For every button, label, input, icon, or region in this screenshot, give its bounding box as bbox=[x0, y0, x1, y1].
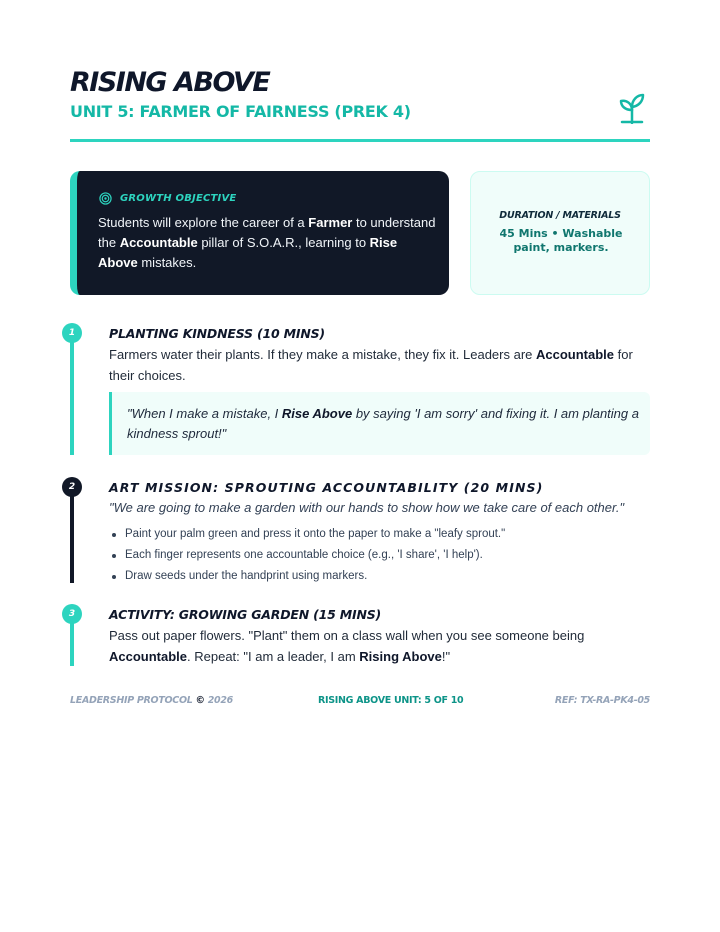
section-body: Pass out paper flowers. "Plant" them on a class wall when you see someone being Accountable. Repeat: "I am a leader, I am Rising Above!" bbox=[109, 628, 585, 664]
unit-subtitle: UNIT 5: FARMER OF FAIRNESS (PREK 4) bbox=[70, 102, 411, 121]
mission-quote: "We are going to make a garden with our hands to show how we take care of each other." bbox=[109, 500, 625, 515]
sprout-icon bbox=[618, 92, 646, 124]
duration-value: 45 Mins • Washable paint, markers. bbox=[499, 227, 623, 254]
list-item: Draw seeds under the handprint using markers. bbox=[109, 566, 505, 587]
footer-reference: REF: TX-RA-PK4-05 bbox=[554, 695, 650, 706]
timeline-rail bbox=[70, 333, 74, 455]
section-title: PLANTING KINDNESS (10 MINS) bbox=[109, 326, 325, 341]
section-title: ART MISSION: SPROUTING ACCOUNTABILITY (20 MINS) bbox=[109, 480, 544, 495]
step-number-badge: 3 bbox=[62, 604, 82, 624]
section-title: ACTIVITY: GROWING GARDEN (15 MINS) bbox=[109, 607, 382, 622]
step-number-badge: 2 bbox=[62, 477, 82, 497]
footer-protocol: LEADERSHIP PROTOCOL © 2026 bbox=[70, 695, 233, 706]
duration-label: DURATION / MATERIALS bbox=[499, 210, 621, 221]
objective-text: Students will explore the career of a Farmer to understand the Accountable pillar of S.O.A.R., learning to Rise Above mistakes. bbox=[98, 215, 436, 270]
growth-objective-card bbox=[70, 171, 449, 295]
copyright-symbol: © bbox=[195, 695, 205, 706]
footer-unit-progress: RISING ABOVE UNIT: 5 OF 10 bbox=[318, 695, 464, 706]
script-quote: "When I make a mistake, I Rise Above by saying 'I am sorry' and fixing it. I am planting a kindness sprout!" bbox=[127, 406, 639, 441]
list-item: Paint your palm green and press it onto the paper to make a "leafy sprout." bbox=[109, 524, 505, 545]
step-number-badge: 1 bbox=[62, 323, 82, 343]
duration-materials-card bbox=[470, 171, 650, 295]
page-footer bbox=[70, 695, 650, 709]
instruction-list bbox=[109, 524, 505, 587]
page-title: RISING ABOVE bbox=[70, 67, 270, 98]
objective-label: GROWTH OBJECTIVE bbox=[120, 193, 237, 204]
target-icon bbox=[99, 192, 112, 205]
script-quote-box bbox=[109, 392, 650, 455]
section-body: Farmers water their plants. If they make a mistake, they fix it. Leaders are Accountable for their choices. bbox=[109, 347, 633, 383]
list-item: Each finger represents one accountable choice (e.g., 'I share', 'I help'). bbox=[109, 545, 505, 566]
objective-header bbox=[99, 192, 236, 205]
header-divider bbox=[70, 139, 650, 142]
timeline-rail bbox=[70, 487, 74, 583]
